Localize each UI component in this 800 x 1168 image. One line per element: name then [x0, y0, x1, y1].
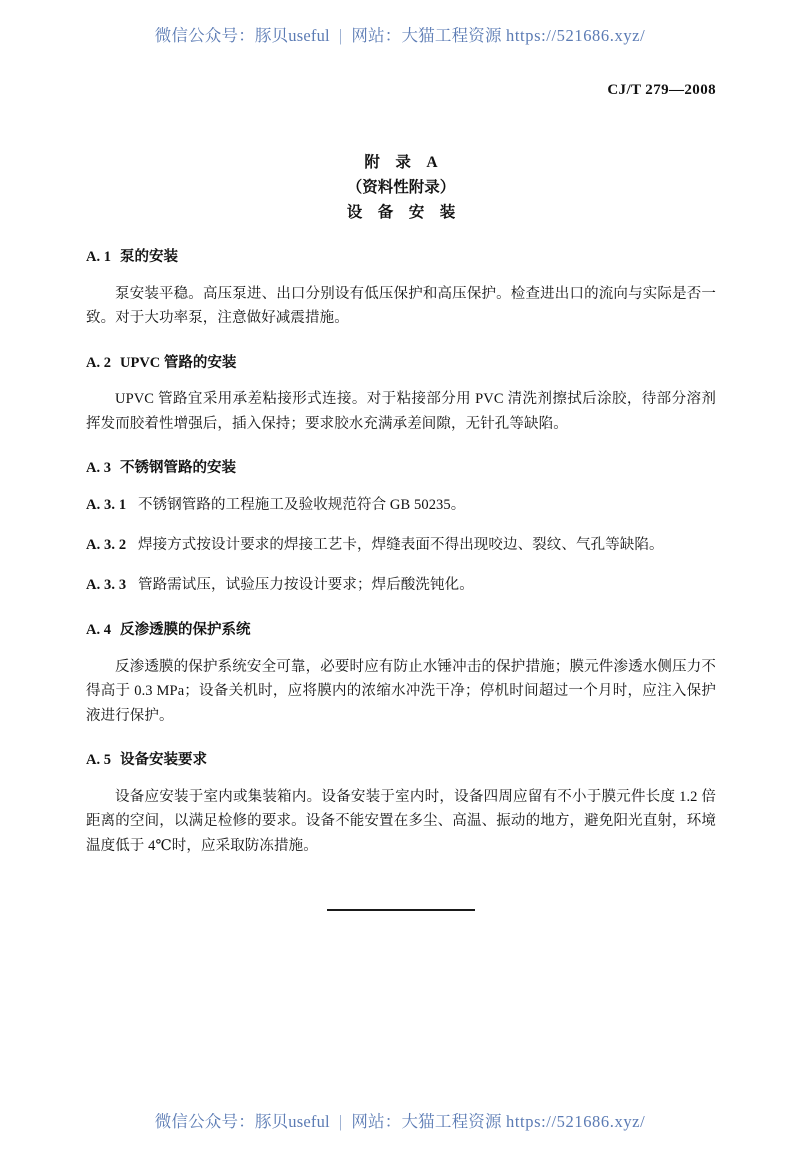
- clause-a3-number: A. 3: [86, 460, 111, 476]
- clause-a4-heading: [86, 620, 716, 640]
- clause-a2-paragraph: UPVC 管路宜采用承差粘接形式连接。对于粘接部分用 PVC 清洗剂擦拭后涂胶，待部分溶剂挥发而胶着性增强后，插入保持；要求胶水充满承差间隙，无针孔等缺陷。: [86, 391, 716, 432]
- watermark-header: [0, 22, 800, 46]
- clause-a33-text: 管路需试压，试验压力按设计要求；焊后酸洗钝化。: [138, 576, 474, 593]
- watermark-site-name: 大猫工程资源: [401, 26, 502, 45]
- clause-a31-number: A. 3. 1: [86, 496, 127, 513]
- clause-a5-paragraph: 设备应安装于室内或集装箱内。设备安装于室内时，设备四周应留有不小于膜元件长度 1.2 倍距离的空间，以满足检修的要求。设备不能安置在多尘、高温、振动的地方，避免阳光直射，环境温度低于 4℃时，应采取防冻措施。: [86, 788, 716, 854]
- clause-a3-heading: [86, 458, 716, 478]
- annex-title-line-2: （资料性附录）: [346, 179, 456, 196]
- clause-a4-title: 反渗透膜的保护系统: [120, 622, 251, 638]
- end-of-annex-rule-wrap: [86, 898, 716, 916]
- clause-a5-number: A. 5: [86, 752, 111, 768]
- watermark-wechat-label: 微信公众号：: [154, 26, 255, 45]
- clause-a5-title: 设备安装要求: [120, 752, 207, 768]
- watermark-footer-wechat-label: 微信公众号：: [154, 1112, 255, 1131]
- watermark-separator: |: [338, 26, 343, 45]
- watermark-site-label: 网站：: [351, 26, 402, 45]
- clause-a33-item: [86, 573, 716, 599]
- clause-a1-number: A. 1: [86, 249, 111, 265]
- watermark-footer-separator: |: [338, 1112, 343, 1131]
- clause-a4-number: A. 4: [86, 622, 111, 638]
- annex-title-line-1: 附 录 A: [364, 154, 438, 171]
- running-head-standard-number: CJ/T 279—2008: [607, 82, 716, 98]
- end-of-annex-rule: [327, 909, 475, 911]
- watermark-footer-site-name: 大猫工程资源: [401, 1112, 502, 1131]
- clause-a2-heading: [86, 353, 716, 373]
- clause-a32-number: A. 3. 2: [86, 536, 127, 553]
- clause-a5: [86, 750, 716, 858]
- clause-a2-title: UPVC 管路的安装: [120, 354, 237, 371]
- clause-a4-paragraph: 反渗透膜的保护系统安全可靠，必要时应有防止水锤冲击的保护措施；膜元件渗透水侧压力不得高于 0.3 MPa；设备关机时，应将膜内的浓缩水冲洗干净；停机时间超过一个月时，应注入保护液进行保护。: [86, 658, 716, 724]
- watermark-footer-wechat-name: 豚贝useful: [254, 1112, 330, 1131]
- clause-a31-item: [86, 493, 716, 519]
- clause-a3-title: 不锈钢管路的安装: [120, 460, 236, 476]
- annex-title-block: [86, 150, 716, 225]
- watermark-footer-site-label: 网站：: [351, 1112, 402, 1131]
- clause-a5-heading: [86, 750, 716, 770]
- clause-a1-heading: [86, 247, 716, 267]
- clause-a1: [86, 247, 716, 331]
- clause-a32-item: [86, 533, 716, 559]
- clause-a1-title: 泵的安装: [120, 249, 178, 265]
- watermark-url: https://521686.xyz/: [506, 26, 646, 45]
- clause-a2: [86, 353, 716, 437]
- clause-a1-paragraph: 泵安装平稳。高压泵进、出口分别设有低压保护和高压保护。检查进出口的流向与实际是否一致。对于大功率泵，注意做好减震措施。: [86, 285, 716, 326]
- page-content: [86, 150, 716, 916]
- clause-a4: [86, 620, 716, 728]
- clause-a33-number: A. 3. 3: [86, 576, 127, 593]
- clause-a32-text: 焊接方式按设计要求的焊接工艺卡，焊缝表面不得出现咬边、裂纹、气孔等缺陷。: [138, 536, 664, 553]
- clause-a3: [86, 458, 716, 598]
- watermark-footer-url: https://521686.xyz/: [506, 1112, 646, 1131]
- clause-a2-number: A. 2: [86, 354, 111, 371]
- annex-title-line-3: 设 备 安 装: [346, 204, 456, 221]
- clause-a31-text: 不锈钢管路的工程施工及验收规范符合 GB 50235。: [138, 496, 466, 513]
- watermark-wechat-name: 豚贝useful: [254, 26, 330, 45]
- watermark-footer: [0, 1108, 800, 1132]
- clause-a3-subitems: [86, 493, 716, 599]
